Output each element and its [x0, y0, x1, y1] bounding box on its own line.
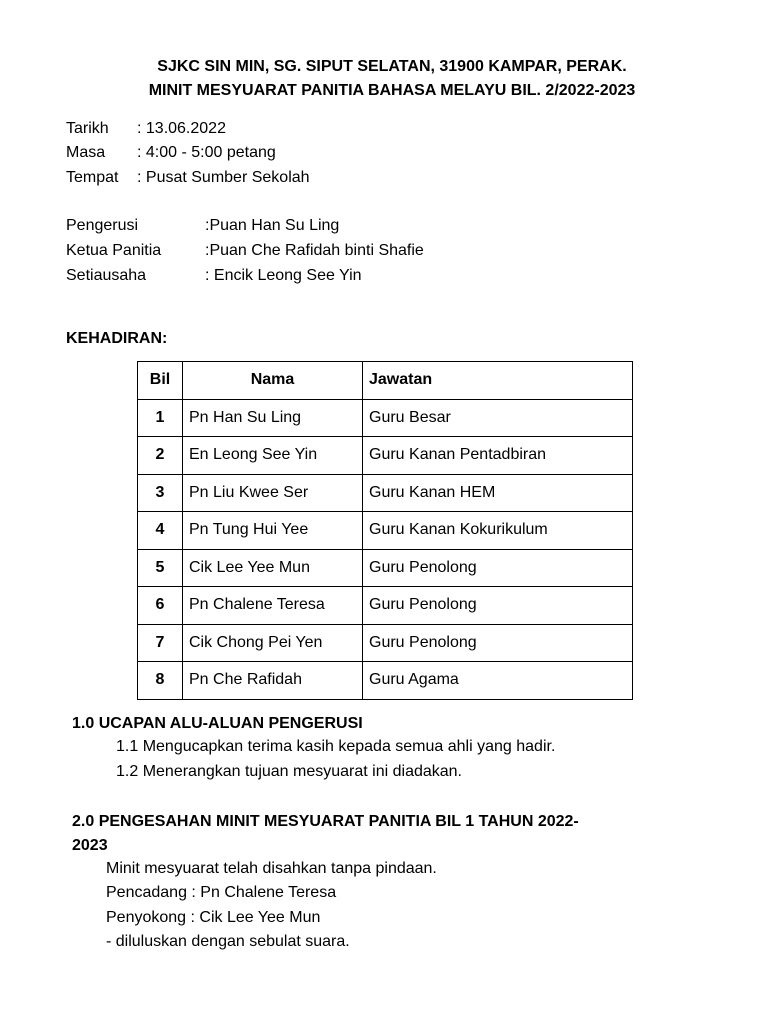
- minutes-title: MINIT MESYUARAT PANITIA BAHASA MELAYU BIL. 2/2022-2023: [148, 82, 636, 99]
- table-row: [138, 587, 633, 625]
- section-2-line: Pencadang : Pn Chalene Teresa: [106, 884, 337, 901]
- detail-label: Tarikh: [66, 120, 109, 137]
- cell-bil: 7: [138, 624, 183, 662]
- cell-bil: 6: [138, 587, 183, 625]
- cell-nama: En Leong See Yin: [183, 437, 363, 475]
- official-label: Setiausaha: [66, 267, 147, 284]
- table-row: [138, 437, 633, 475]
- cell-bil: 5: [138, 549, 183, 587]
- table-header-row: [138, 362, 633, 400]
- detail-time: [66, 144, 666, 166]
- table-row: [138, 512, 633, 550]
- official-head: [66, 242, 666, 264]
- cell-nama: Pn Chalene Teresa: [183, 587, 363, 625]
- cell-bil: 3: [138, 474, 183, 512]
- official-value: :Puan Han Su Ling: [205, 217, 340, 234]
- table-row: [138, 474, 633, 512]
- detail-value: : 13.06.2022: [137, 120, 226, 137]
- cell-nama: Pn Liu Kwee Ser: [183, 474, 363, 512]
- detail-value: : 4:00 - 5:00 petang: [137, 144, 276, 161]
- detail-date: [66, 120, 666, 142]
- cell-nama: Cik Chong Pei Yen: [183, 624, 363, 662]
- cell-bil: 4: [138, 512, 183, 550]
- attendance-heading: KEHADIRAN:: [66, 330, 168, 347]
- attendance-table: [137, 361, 633, 700]
- official-value: :Puan Che Rafidah binti Shafie: [205, 242, 424, 259]
- cell-nama: Pn Che Rafidah: [183, 662, 363, 700]
- section-2-line: Minit mesyuarat telah disahkan tanpa pindaan.: [106, 860, 437, 877]
- cell-jawatan: Guru Penolong: [363, 624, 633, 662]
- detail-label: Tempat: [66, 169, 119, 186]
- section-1-item: 1.1 Mengucapkan terima kasih kepada semua ahli yang hadir.: [116, 738, 556, 755]
- section-2-heading-cont: 2023: [72, 837, 108, 854]
- official-value: : Encik Leong See Yin: [205, 267, 362, 284]
- column-header-jawatan: Jawatan: [363, 362, 633, 400]
- cell-jawatan: Guru Kanan HEM: [363, 474, 633, 512]
- official-secretary: [66, 267, 666, 289]
- cell-nama: Pn Tung Hui Yee: [183, 512, 363, 550]
- official-label: Ketua Panitia: [66, 242, 162, 259]
- table-row: [138, 662, 633, 700]
- school-header: SJKC SIN MIN, SG. SIPUT SELATAN, 31900 KAMPAR, PERAK.: [157, 58, 627, 75]
- cell-bil: 2: [138, 437, 183, 475]
- table-row: [138, 624, 633, 662]
- section-2-line: - diluluskan dengan sebulat suara.: [106, 933, 350, 950]
- cell-jawatan: Guru Agama: [363, 662, 633, 700]
- cell-jawatan: Guru Penolong: [363, 549, 633, 587]
- cell-nama: Pn Han Su Ling: [183, 399, 363, 437]
- detail-place: [66, 169, 666, 191]
- column-header-bil: Bil: [138, 362, 183, 400]
- official-chair: [66, 217, 666, 239]
- cell-jawatan: Guru Kanan Pentadbiran: [363, 437, 633, 475]
- section-2-heading: 2.0 PENGESAHAN MINIT MESYUARAT PANITIA BIL 1 TAHUN 2022-: [72, 813, 579, 830]
- section-1-item: 1.2 Menerangkan tujuan mesyuarat ini diadakan.: [116, 763, 462, 780]
- cell-jawatan: Guru Besar: [363, 399, 633, 437]
- section-2-line: Penyokong : Cik Lee Yee Mun: [106, 909, 321, 926]
- official-label: Pengerusi: [66, 217, 139, 234]
- table-row: [138, 549, 633, 587]
- detail-label: Masa: [66, 144, 106, 161]
- column-header-nama: Nama: [183, 362, 363, 400]
- cell-bil: 1: [138, 399, 183, 437]
- cell-jawatan: Guru Kanan Kokurikulum: [363, 512, 633, 550]
- section-1-heading: 1.0 UCAPAN ALU-ALUAN PENGERUSI: [72, 715, 363, 732]
- cell-nama: Cik Lee Yee Mun: [183, 549, 363, 587]
- detail-value: : Pusat Sumber Sekolah: [137, 169, 310, 186]
- table-row: [138, 399, 633, 437]
- cell-bil: 8: [138, 662, 183, 700]
- cell-jawatan: Guru Penolong: [363, 587, 633, 625]
